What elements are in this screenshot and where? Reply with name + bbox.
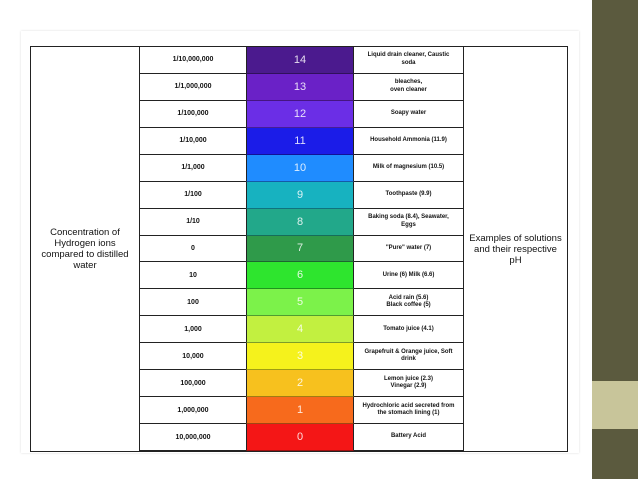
ph-value-cell: 4 (246, 316, 354, 343)
concentration-cell: 10,000 (140, 343, 246, 370)
concentration-cell: 0 (140, 236, 246, 263)
ph-value-cell: 1 (246, 397, 354, 424)
example-cell: Hydrochloric acid secreted from the stomach lining (1) (354, 397, 463, 424)
examples-column-label: Examples of solutions and their respective pH (463, 47, 567, 451)
example-cell: Household Ammonia (11.9) (354, 128, 463, 155)
ph-row (140, 289, 463, 316)
concentration-cell: 100 (140, 289, 246, 316)
ph-row (140, 262, 463, 289)
concentration-cell: 1,000 (140, 316, 246, 343)
example-cell: Lemon juice (2.3) Vinegar (2.9) (354, 370, 463, 397)
ph-scale-table (30, 46, 568, 452)
ph-value-cell: 7 (246, 236, 354, 263)
ph-value-cell: 6 (246, 262, 354, 289)
example-cell: "Pure" water (7) (354, 236, 463, 263)
example-cell: Grapefruit & Orange juice, Soft drink (354, 343, 463, 370)
ph-value-cell: 0 (246, 424, 354, 451)
ph-row (140, 424, 463, 451)
ph-row (140, 209, 463, 236)
concentration-cell: 1/10 (140, 209, 246, 236)
ph-row (140, 155, 463, 182)
ph-row (140, 236, 463, 263)
example-cell: bleaches, oven cleaner (354, 74, 463, 101)
ph-row (140, 316, 463, 343)
example-cell: Liquid drain cleaner, Caustic soda (354, 47, 463, 74)
ph-row (140, 47, 463, 74)
example-cell: Toothpaste (9.9) (354, 182, 463, 209)
ph-row (140, 182, 463, 209)
ph-row (140, 370, 463, 397)
concentration-cell: 1,000,000 (140, 397, 246, 424)
concentration-cell: 1/100 (140, 182, 246, 209)
concentration-cell: 100,000 (140, 370, 246, 397)
ph-value-cell: 11 (246, 128, 354, 155)
ph-value-cell: 9 (246, 182, 354, 209)
concentration-cell: 10 (140, 262, 246, 289)
ph-value-cell: 8 (246, 209, 354, 236)
ph-row (140, 74, 463, 101)
concentration-cell: 1/1,000,000 (140, 74, 246, 101)
concentration-cell: 10,000,000 (140, 424, 246, 451)
ph-row (140, 128, 463, 155)
concentration-cell: 1/100,000 (140, 101, 246, 128)
example-cell: Acid rain (5.6) Black coffee (5) (354, 289, 463, 316)
ph-value-cell: 12 (246, 101, 354, 128)
ph-row (140, 397, 463, 424)
concentration-cell: 1/10,000 (140, 128, 246, 155)
ph-value-cell: 2 (246, 370, 354, 397)
ph-value-cell: 13 (246, 74, 354, 101)
ph-value-cell: 10 (246, 155, 354, 182)
ph-row (140, 101, 463, 128)
concentration-cell: 1/1,000 (140, 155, 246, 182)
example-cell: Baking soda (8.4), Seawater, Eggs (354, 209, 463, 236)
ph-row (140, 343, 463, 370)
ph-value-cell: 14 (246, 47, 354, 74)
ph-rows (140, 47, 463, 451)
ph-value-cell: 5 (246, 289, 354, 316)
example-cell: Tomato juice (4.1) (354, 316, 463, 343)
example-cell: Battery Acid (354, 424, 463, 451)
example-cell: Urine (6) Milk (6.6) (354, 262, 463, 289)
example-cell: Soapy water (354, 101, 463, 128)
ph-value-cell: 3 (246, 343, 354, 370)
concentration-column-label: Concentration of Hydrogen ions compared to distilled water (31, 47, 140, 451)
concentration-cell: 1/10,000,000 (140, 47, 246, 74)
sidebar-accent-block (592, 381, 638, 429)
example-cell: Milk of magnesium (10.5) (354, 155, 463, 182)
